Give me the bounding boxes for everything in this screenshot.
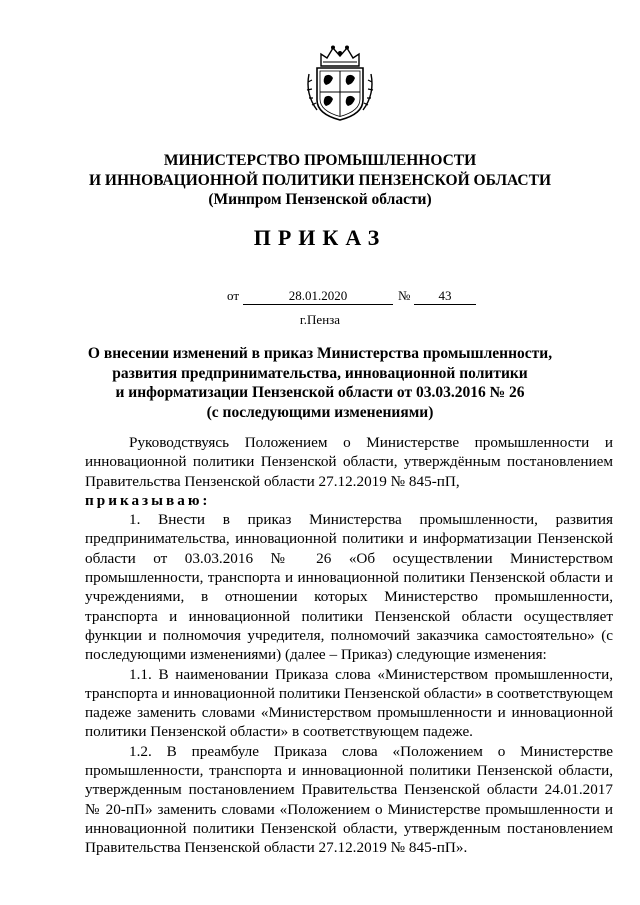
document-title: ПРИКАЗ (253, 225, 387, 250)
order-word: приказываю: (85, 491, 211, 509)
order-number-label: № (398, 288, 411, 303)
order-from-label: от (227, 288, 240, 303)
subject-line3: и информатизации Пензенской области от 03.03.2016 № 26 (115, 384, 525, 401)
order-word-paragraph (85, 491, 613, 510)
order-number: 43 (414, 288, 476, 305)
subject-line1: О внесении изменений в приказ Министерства промышленности, (87, 345, 553, 362)
order-body (85, 433, 613, 858)
clause-1: 1. Внести в приказ Министерства промышленности, развития предпринимательства, инновационной политики и информатизации Пензенской области от 03.03.2016 № 26 «Об осуществлении Министерством промышленности, транспорта и инновационной политики Пензенской области и учреждениями, в отношении которых Министерство промышленности, транспорта и инновационной политики Пензенской области осуществляет функции и полномочия учредителя, полномочий заказчика самостоятельно» (с последующими изменениями) (далее – Приказ) следующие изменения: (85, 511, 613, 664)
ministry-short-name: (Минпром Пензенской области) (208, 191, 432, 208)
order-subject (0, 344, 640, 422)
ministry-header (0, 151, 640, 210)
subject-line2: развития предпринимательства, инновационной политики (112, 364, 528, 382)
clause-1-2: 1.2. В преамбуле Приказа слова «Положением о Министерстве промышленности, транспорта и инновационной политики Пензенской области, утвержденным постановлением Правительства Пензенской области 24.01.2017 № 20-пП» заменить словами «Положением о Министерстве промышленности и инновационной политики Пензенской области, утвержденным постановлением Правительства Пензенской области 27.12.2019 № 845-пП». (85, 742, 613, 857)
ministry-name-line1: МИНИСТЕРСТВО ПРОМЫШЛЕННОСТИ (163, 152, 477, 169)
order-city: г.Пенза (299, 312, 341, 327)
order-date: 28.01.2020 (243, 288, 393, 305)
clause-1-1: 1.1. В наименовании Приказа слова «Министерством промышленности, транспорта и инновационной политики Пензенской области» в соответствующем падеже заменить словами «Министерством промышленности и инновационной политики Пензенской области» в соответствующем падеже. (85, 665, 613, 741)
coat-of-arms-icon (303, 44, 377, 122)
ministry-name-line2: И ИННОВАЦИОННОЙ ПОЛИТИКИ ПЕНЗЕНСКОЙ ОБЛАСТИ (88, 171, 552, 189)
preamble-paragraph: Руководствуясь Положением о Министерстве промышленности и инновационной политики Пензенской области, утверждённым постановлением Правительства Пензенской области 27.12.2019 № 845-пП, (85, 434, 613, 490)
subject-line4: (с последующими изменениями) (206, 403, 434, 421)
coat-of-arms-emblem (303, 44, 377, 122)
